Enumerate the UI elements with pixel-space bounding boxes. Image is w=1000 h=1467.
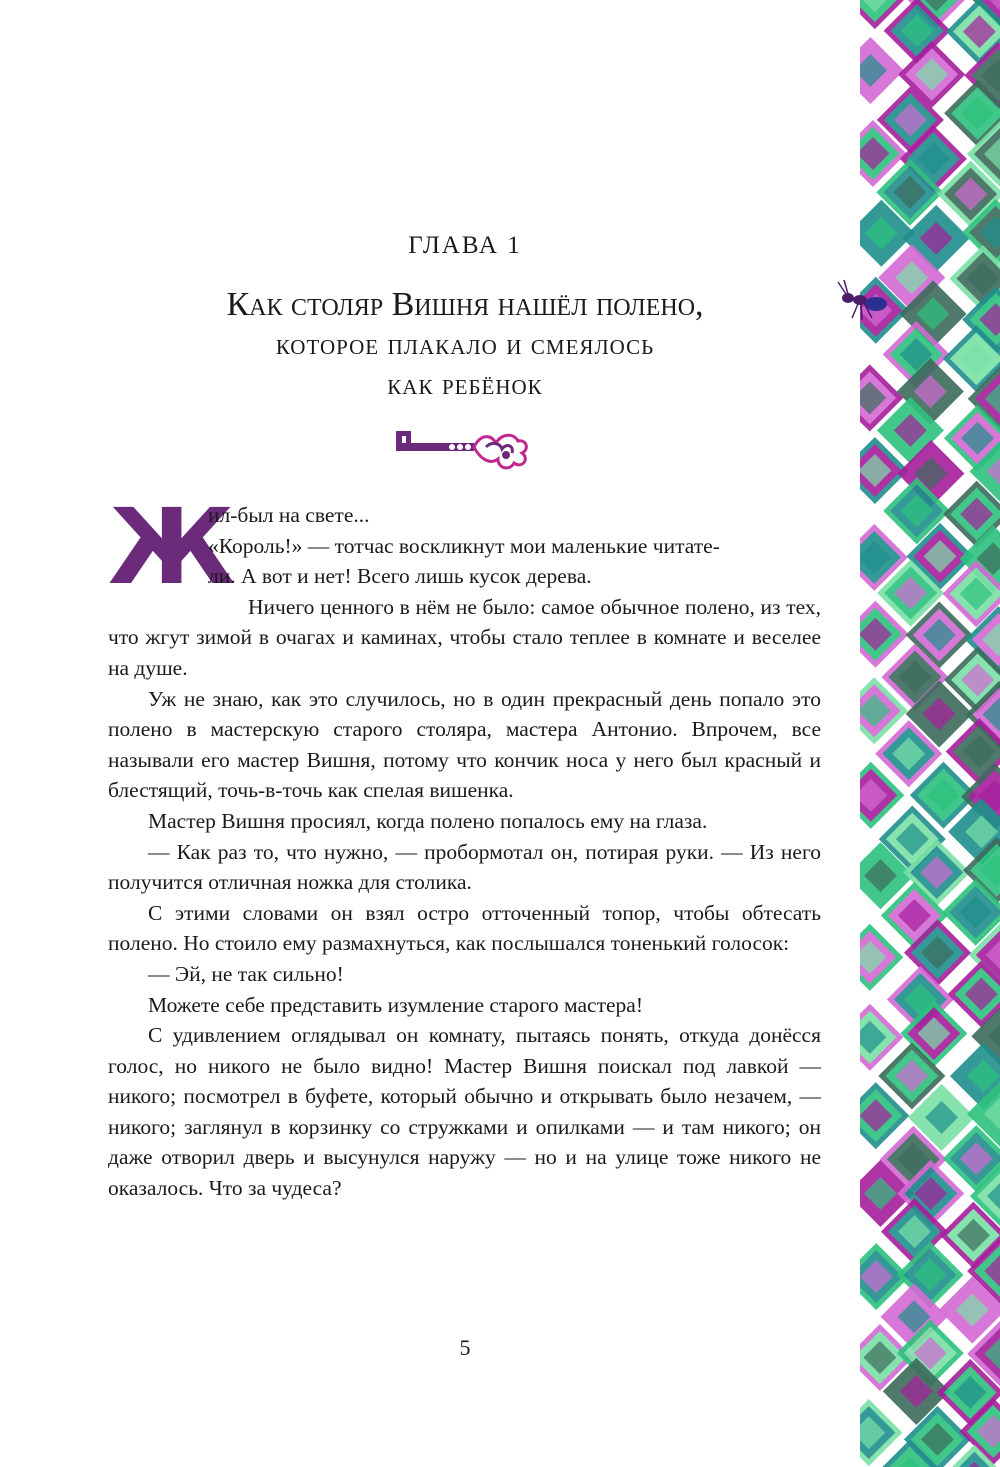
drop-cap: Ж [108, 486, 232, 608]
paragraph: Уж не знаю, как это случилось, но в один прекрасный день попало это полено в мастерскую старого столяра, мастера Антонио. Впрочем, все называли его мастер Вишня, потому что кончик носа у него был красный и блестящий, точь-в-точь как спелая вишенка. [108, 686, 821, 803]
first-line-1: ил-был на свете... [208, 503, 370, 527]
paragraph: С удивлением оглядывал он комнату, пытаясь понять, откуда донёсся голос, но никого не было видно! Мастер Вишня поискал под лавкой — никого; посмотрел в буфете, который обычно и открывать было незачем, — никого; заглянул в корзинку со стружками и опилками — и там никого; он даже отворил дверь и высунулся наружу — но и на улице тоже никого не оказалось. Что за чудеса? [108, 1023, 821, 1201]
body-text [108, 486, 821, 1204]
key-icon [394, 425, 534, 473]
paragraph: Ничего ценного в нём не было: самое обычное полено, из тех, что жгут зимой в очагах и каминах, чтобы стало теплее в комнате и веселее на душе. [108, 594, 821, 680]
chapter-title-line-3: как ребёнок [387, 368, 543, 401]
paragraph: — Эй, не так сильно! [148, 961, 344, 986]
first-paragraph [108, 486, 821, 608]
paragraph: — Как раз то, что нужно, — пробормотал он, потирая руки. — Из него получится отличная ножка для столика. [108, 839, 821, 895]
chapter-title [0, 285, 930, 405]
paragraph: С этими словами он взял остро отточенный топор, чтобы обтесать полено. Но стоило ему размахнуться, как послышался тоненький голосок: [108, 900, 821, 956]
chapter-title-line-1: Как столяр Вишня нашёл полено, [226, 286, 704, 323]
first-line-2: «Король!» — тотчас воскликнут мои маленькие читате- [208, 533, 720, 558]
chapter-label: ГЛАВА 1 [408, 232, 522, 259]
ant-icon [828, 276, 898, 326]
chapter-title-line-2: которое плакало и смеялось [275, 328, 655, 361]
page-number: 5 [459, 1335, 471, 1360]
paragraph: Можете себе представить изумление старого мастера! [148, 992, 643, 1017]
first-line-3: ли. А вот и нет! Всего лишь кусок дерева. [208, 564, 592, 589]
paragraph: Мастер Вишня просиял, когда полено попалось ему на глаза. [148, 808, 708, 833]
decorative-tile-border [860, 0, 1000, 1467]
